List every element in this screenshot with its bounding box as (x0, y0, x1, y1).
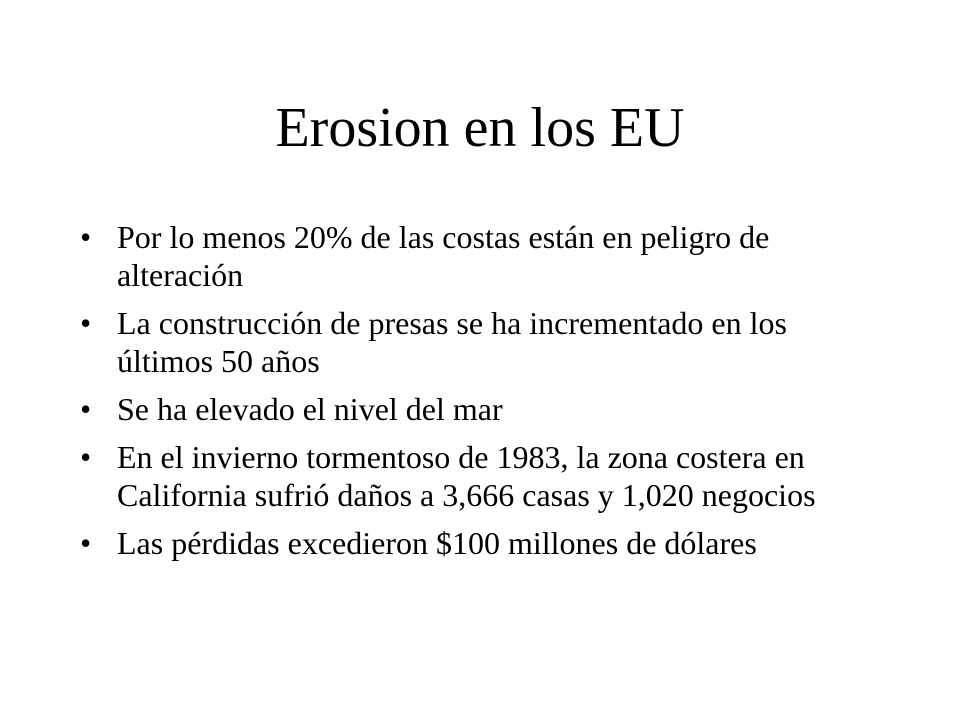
bullet-text: Por lo menos 20% de las costas están en peligro de alteración (117, 219, 770, 293)
bullet-text: En el invierno tormentoso de 1983, la zona costera en California sufrió daños a 3,666 casas y 1,020 negocios (117, 439, 816, 513)
bullet-item (80, 218, 880, 294)
bullet-item (80, 304, 880, 380)
bullet-item (80, 390, 880, 428)
bullet-item (80, 524, 880, 562)
slide-title: Erosion en los EU (275, 97, 685, 159)
bullet-list (80, 218, 880, 572)
bullet-item (80, 438, 880, 514)
bullet-marker: • (80, 391, 92, 427)
bullet-marker: • (80, 525, 92, 561)
bullet-marker: • (80, 219, 92, 255)
bullet-text: La construcción de presas se ha incrementado en los últimos 50 años (117, 305, 787, 379)
bullet-marker: • (80, 439, 92, 475)
bullet-text: Se ha elevado el nivel del mar (117, 391, 503, 427)
bullet-text: Las pérdidas excedieron $100 millones de dólares (117, 525, 757, 561)
bullet-marker: • (80, 305, 92, 341)
